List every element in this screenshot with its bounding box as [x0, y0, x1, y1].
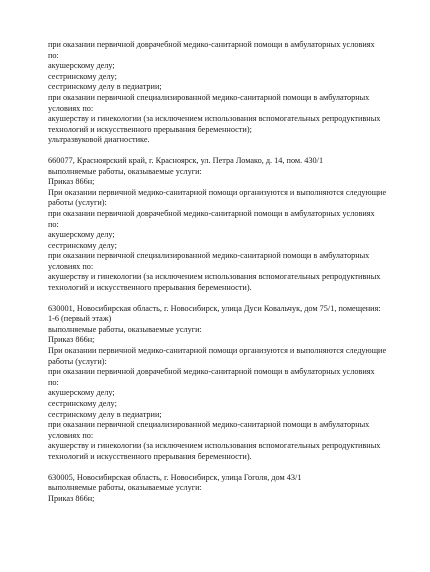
- text-line: при оказании первичной специализированной медико-санитарной помощи в амбулаторных: [48, 251, 370, 261]
- text-line: при оказании первичной доврачебной медико-санитарной помощи в амбулаторных условиях: [48, 208, 375, 218]
- text-line: работы (услуги):: [48, 356, 107, 366]
- text-line: сестринскому делу;: [48, 240, 117, 250]
- text-line: Приказ 866н;: [48, 177, 95, 187]
- document-text: [48, 40, 420, 504]
- address-block: [48, 473, 420, 505]
- address-block: [48, 40, 420, 146]
- text-line: при оказании первичной специализированной медико-санитарной помощи в амбулаторных: [48, 420, 370, 430]
- text-line: При оказании первичной медико-санитарной помощи организуются и выполняются следующие: [48, 187, 387, 197]
- address-block: [48, 156, 420, 294]
- text-line: при оказании первичной доврачебной медико-санитарной помощи в амбулаторных условиях: [48, 40, 375, 49]
- block-spacer: [48, 146, 420, 156]
- text-line: выполняемые работы, оказываемые услуги:: [48, 483, 202, 493]
- text-line: ультразвуковой диагностике.: [48, 135, 150, 145]
- text-line: 630001, Новосибирская область, г. Новосибирск, улица Дуси Ковальчук, дом 75/1, помещения:: [48, 303, 381, 313]
- text-line: выполняемые работы, оказываемые услуги:: [48, 166, 202, 176]
- text-line: 1-6 (первый этаж): [48, 314, 112, 324]
- text-line: 630005, Новосибирская область, г. Новосибирск, улица Гоголя, дом 43/1: [48, 472, 302, 482]
- text-line: сестринскому делу;: [48, 71, 117, 81]
- text-line: по:: [48, 219, 59, 229]
- text-line: Приказ 866н;: [48, 493, 95, 503]
- text-line: при оказании первичной специализированной медико-санитарной помощи в амбулаторных: [48, 92, 370, 102]
- text-line: технологий и искусственного прерывания беременности);: [48, 124, 252, 134]
- text-line: условиях по:: [48, 261, 94, 271]
- text-line: акушерству и гинекологии (за исключением использования вспомогательных репродуктивных: [48, 114, 381, 124]
- text-line: условиях по:: [48, 103, 94, 113]
- text-line: выполняемые работы, оказываемые услуги:: [48, 324, 202, 334]
- text-line: акушерству и гинекологии (за исключением использования вспомогательных репродуктивных: [48, 272, 381, 282]
- text-line: 660077, Красноярский край, г. Красноярск, ул. Петра Ломако, д. 14, пом. 430/1: [48, 155, 324, 165]
- block-spacer: [48, 294, 420, 304]
- text-line: акушерскому делу;: [48, 61, 115, 71]
- text-line: акушерскому делу;: [48, 230, 115, 240]
- address-block: [48, 304, 420, 463]
- text-line: по:: [48, 377, 59, 387]
- block-spacer: [48, 463, 420, 473]
- text-line: условиях по:: [48, 430, 94, 440]
- text-line: при оказании первичной доврачебной медико-санитарной помощи в амбулаторных условиях: [48, 367, 375, 377]
- text-line: акушерству и гинекологии (за исключением использования вспомогательных репродуктивных: [48, 441, 381, 451]
- text-line: Приказ 866н;: [48, 335, 95, 345]
- text-line: При оказании первичной медико-санитарной помощи организуются и выполняются следующие: [48, 346, 387, 356]
- text-line: по:: [48, 50, 59, 60]
- text-line: сестринскому делу в педиатрии;: [48, 409, 162, 419]
- text-line: сестринскому делу;: [48, 399, 117, 408]
- text-line: акушерскому делу;: [48, 388, 115, 398]
- text-line: технологий и искусственного прерывания беременности).: [48, 451, 252, 461]
- text-line: технологий и искусственного прерывания беременности).: [48, 283, 252, 293]
- text-line: сестринскому делу в педиатрии;: [48, 82, 162, 92]
- text-line: работы (услуги):: [48, 198, 107, 208]
